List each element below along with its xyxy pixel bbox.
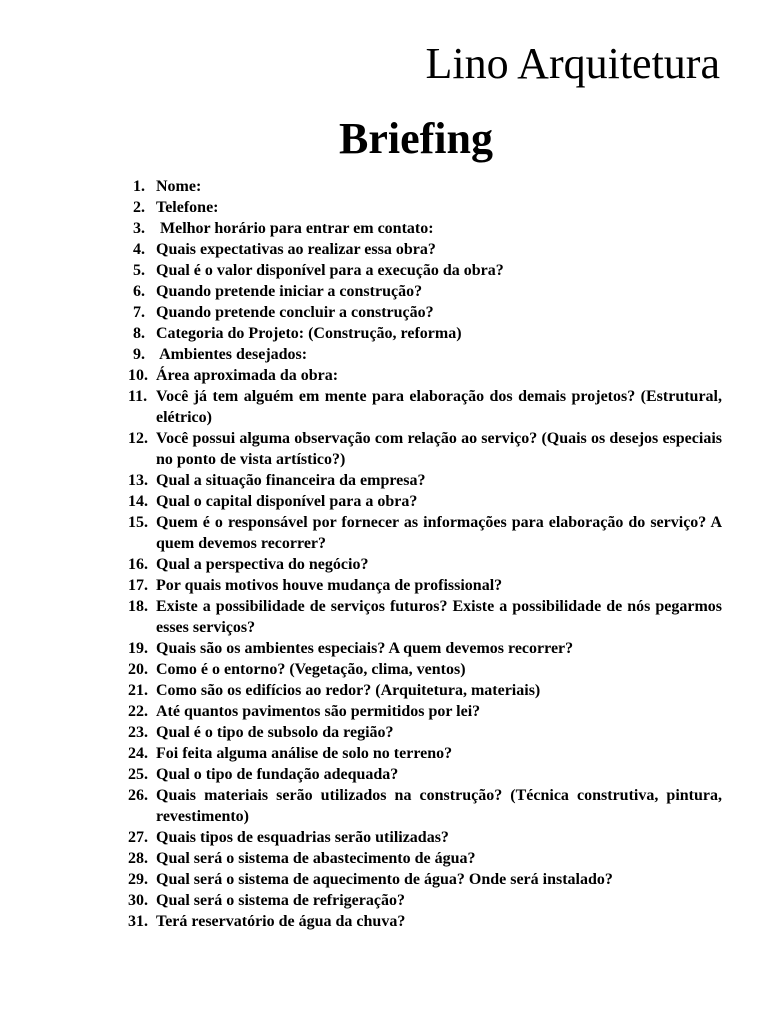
question-item xyxy=(128,890,722,911)
question-number: 7. xyxy=(133,304,145,321)
question-number: 10. xyxy=(128,367,148,384)
question-item xyxy=(128,323,722,344)
question-item xyxy=(128,260,722,281)
question-item xyxy=(128,911,722,932)
question-text: Por quais motivos houve mudança de profissional? xyxy=(156,577,503,594)
question-text: Quais materiais serão utilizados na construção? (Técnica construtiva, pintura, revestimento) xyxy=(156,787,722,825)
question-item xyxy=(128,848,722,869)
question-text: Área aproximada da obra: xyxy=(156,367,339,384)
question-item xyxy=(128,344,722,365)
question-text: Ambientes desejados: xyxy=(156,346,308,363)
page-title: Briefing xyxy=(339,114,493,163)
question-text: Quando pretende concluir a construção? xyxy=(156,304,434,321)
company-name: Lino Arquitetura xyxy=(425,39,720,88)
question-number: 30. xyxy=(128,892,148,909)
question-number: 9. xyxy=(133,346,145,363)
question-text: Como são os edifícios ao redor? (Arquitetura, materiais) xyxy=(156,682,541,699)
question-item xyxy=(128,869,722,890)
question-text: Qual é o valor disponível para a execução da obra? xyxy=(156,262,504,279)
question-item xyxy=(128,302,722,323)
question-item xyxy=(128,575,722,596)
question-item xyxy=(128,365,722,386)
question-text: Categoria do Projeto: (Construção, reforma) xyxy=(156,325,462,342)
question-text: Qual é o tipo de subsolo da região? xyxy=(156,724,394,741)
question-number: 26. xyxy=(128,787,148,804)
question-number: 18. xyxy=(128,598,148,615)
question-number: 13. xyxy=(128,472,148,489)
question-item xyxy=(128,176,722,197)
question-item xyxy=(128,554,722,575)
question-text: Terá reservatório de água da chuva? xyxy=(156,913,406,930)
question-text: Existe a possibilidade de serviços futuros? Existe a possibilidade de nós pegarmos esses serviços? xyxy=(156,598,722,636)
question-number: 2. xyxy=(133,199,145,216)
question-text: Quem é o responsável por fornecer as informações para elaboração do serviço? A quem devemos recorrer? xyxy=(156,514,722,552)
question-item xyxy=(128,596,722,638)
question-number: 4. xyxy=(133,241,145,258)
question-number: 1. xyxy=(133,178,145,195)
question-text: Melhor horário para entrar em contato: xyxy=(156,220,434,237)
question-item xyxy=(128,281,722,302)
question-number: 11. xyxy=(128,388,148,405)
question-item xyxy=(128,491,722,512)
question-number: 14. xyxy=(128,493,148,510)
question-number: 23. xyxy=(128,724,148,741)
question-item xyxy=(128,218,722,239)
question-text: Qual o tipo de fundação adequada? xyxy=(156,766,399,783)
question-item xyxy=(128,638,722,659)
question-number: 22. xyxy=(128,703,148,720)
question-number: 15. xyxy=(128,514,148,531)
question-item xyxy=(128,470,722,491)
question-number: 29. xyxy=(128,871,148,888)
question-text: Até quantos pavimentos são permitidos por lei? xyxy=(156,703,481,720)
question-item xyxy=(128,386,722,428)
question-number: 27. xyxy=(128,829,148,846)
question-text: Foi feita alguma análise de solo no terreno? xyxy=(156,745,453,762)
question-item xyxy=(128,239,722,260)
question-item xyxy=(128,512,722,554)
question-number: 19. xyxy=(128,640,148,657)
question-number: 28. xyxy=(128,850,148,867)
question-text: Telefone: xyxy=(156,199,219,216)
question-item xyxy=(128,827,722,848)
question-text: Qual será o sistema de refrigeração? xyxy=(156,892,405,909)
question-item xyxy=(128,197,722,218)
question-text: Você já tem alguém em mente para elaboração dos demais projetos? (Estrutural, elétrico) xyxy=(156,388,722,426)
question-number: 8. xyxy=(133,325,145,342)
question-number: 24. xyxy=(128,745,148,762)
question-item xyxy=(128,785,722,827)
question-item xyxy=(128,743,722,764)
question-text: Quais tipos de esquadrias serão utilizadas? xyxy=(156,829,449,846)
question-number: 31. xyxy=(128,913,148,930)
question-number: 20. xyxy=(128,661,148,678)
question-text: Quais são os ambientes especiais? A quem devemos recorrer? xyxy=(156,640,574,657)
question-number: 16. xyxy=(128,556,148,573)
question-number: 21. xyxy=(128,682,148,699)
question-number: 25. xyxy=(128,766,148,783)
question-number: 6. xyxy=(133,283,145,300)
question-number: 3. xyxy=(133,220,145,237)
question-number: 17. xyxy=(128,577,148,594)
question-item xyxy=(128,659,722,680)
question-item xyxy=(128,722,722,743)
question-item xyxy=(128,428,722,470)
question-text: Qual será o sistema de abastecimento de água? xyxy=(156,850,476,867)
question-item xyxy=(128,764,722,785)
question-item xyxy=(128,701,722,722)
question-text: Você possui alguma observação com relação ao serviço? (Quais os desejos especiais no ponto de vista artístico?) xyxy=(156,430,722,468)
question-number: 5. xyxy=(133,262,145,279)
question-text: Nome: xyxy=(156,178,202,195)
question-text: Qual a perspectiva do negócio? xyxy=(156,556,369,573)
question-text: Qual o capital disponível para a obra? xyxy=(156,493,418,510)
question-text: Quais expectativas ao realizar essa obra? xyxy=(156,241,436,258)
question-text: Quando pretende iniciar a construção? xyxy=(156,283,423,300)
question-list xyxy=(128,176,722,932)
question-text: Qual a situação financeira da empresa? xyxy=(156,472,426,489)
question-text: Qual será o sistema de aquecimento de água? Onde será instalado? xyxy=(156,871,613,888)
question-text: Como é o entorno? (Vegetação, clima, ventos) xyxy=(156,661,466,678)
question-number: 12. xyxy=(128,430,148,447)
question-item xyxy=(128,680,722,701)
